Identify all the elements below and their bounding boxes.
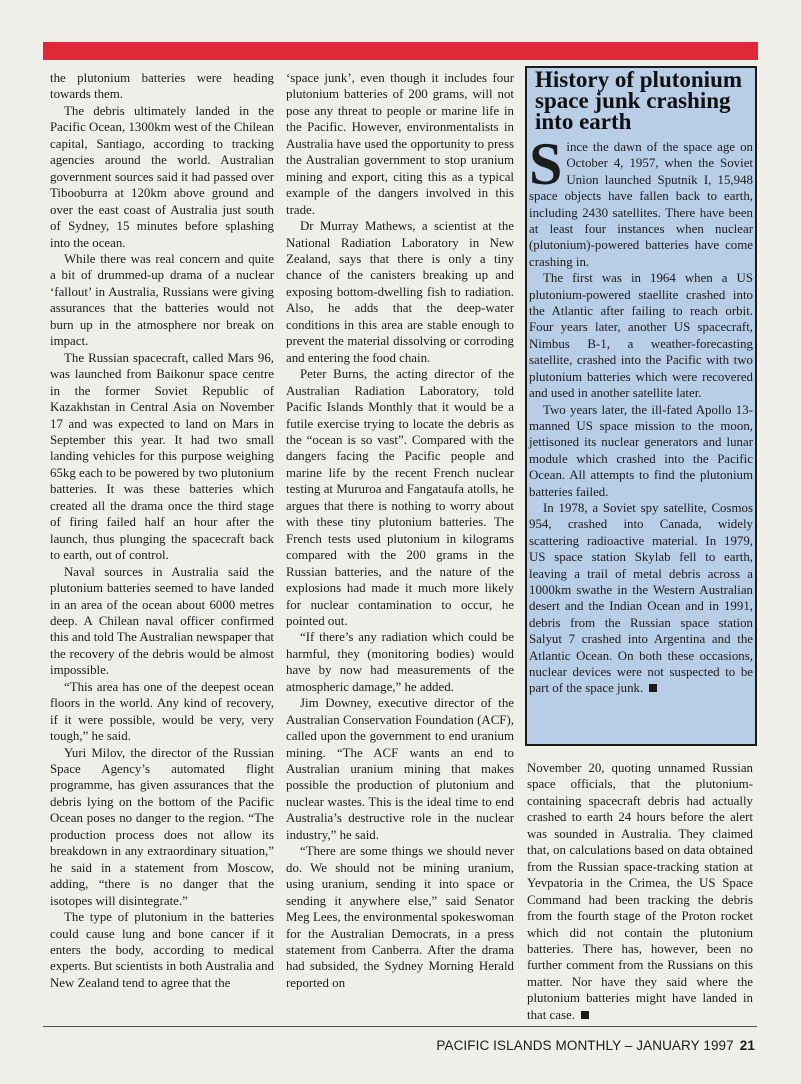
history-sidebar-box — [525, 66, 757, 746]
header-color-bar — [43, 42, 758, 60]
paragraph: “If there’s any radiation which could be harmful, they (monitoring bodies) would have by now had measurements of the atmospheric damage,” he added. — [286, 630, 514, 694]
paragraph: While there was real concern and quite a bit of drummed-up drama of a nuclear ‘fallout’ in Australia, Russians were giving assurances that the batteries would not burn up in the atmosphere nor break on impact. — [50, 251, 274, 349]
paragraph: Naval sources in Australia said the plutonium batteries seemed to have landed in an area of the ocean about 6000 metres deep. A Chilean naval officer confirmed this and told The Australian newspaper that the recovery of the debris would be almost impossible. — [50, 564, 274, 678]
article-column-3 — [527, 760, 753, 1023]
end-mark-icon — [581, 1011, 589, 1019]
article-column-2 — [286, 70, 514, 991]
sidebar-paragraph — [529, 131, 753, 270]
sidebar-title: History of plutonium space junk crashing into earth — [535, 67, 743, 134]
drop-cap: S — [529, 131, 563, 197]
paragraph: the plutonium batteries were heading towards them. — [50, 71, 274, 102]
paragraph-text: November 20, quoting unnamed Russian space officials, that the plutonium-containing spacecraft debris had actually crashed to earth 24 hours before the alert was sounded in Australia. They claimed that, on calculations based on data obtained from the Russian space-tracking station at Yevpatoria in the Crimea, the US Space Command had been tracking the debris from the fourth stage of the Proton rocket which did not contain the plutonium batteries. There has, however, been no further comment from the Russians on this matter. Nor have they said where the plutonium batteries might have landed in that case. — [527, 761, 753, 1022]
sidebar-paragraph: The first was in 1964 when a US plutonium-powered staellite crashed into the Atlantic after failing to reach orbit. Four years later, another US spacecraft, Nimbus B-1, a weather-forecasting satellite, crashed into the Pacific with two plutonium batteries which were recovered and used in another satellite later. — [529, 271, 753, 401]
end-mark-icon — [649, 684, 657, 692]
paragraph: Yuri Milov, the director of the Russian Space Agency’s automated flight programme, has given assurances that the debris lying on the bottom of the Pacific Ocean poses no danger to the region. “The production process does not allow its breakdown in any extraordinary situation,” he said in a statement from Moscow, adding, “there is no danger that the isotopes will disintegrate.” — [50, 745, 274, 908]
sidebar-body — [527, 131, 755, 697]
paragraph: ‘space junk’, even though it includes four plutonium batteries of 200 grams, will not pose any threat to people or marine life in the Pacific. However, environmentalists in Australia have used the opportunity to press the Australian government to stop uranium mining and export, citing this as a typical example of the dangers involved in this trade. — [286, 71, 514, 217]
paragraph — [527, 760, 753, 1023]
sidebar-paragraph-text: In 1978, a Soviet spy satellite, Cosmos 954, crashed into Canada, widely scattering radioactive material. In 1979, US space station Skylab fell to earth, leaving a trail of metal debris across a 1000km swathe in the Western Australian desert and the Indian Ocean and in 1991, debris from the Russian space station Salyut 7 crashed into Argentina and the Atlantic Ocean. On both these occasions, nuclear devices were not suspected to be part of the space junk. — [529, 500, 753, 696]
article-column-1 — [50, 70, 274, 991]
sidebar-paragraph-text: ince the dawn of the space age on October 4, 1957, when the Soviet Union launched Sputnik I, 15,948 space objects have fallen back to earth, including 2430 satellites. There have been at least four instances when nuclear (plutonium)-powered batteries have come crashing in. — [529, 140, 753, 269]
paragraph: The debris ultimately landed in the Pacific Ocean, 1300km west of the Chilean capital, Santiago, according to tracking agencies around the world. Australian government sources said it had passed over Tibooburra at 120km above ground and over the east coast of Australia just south of Sydney, 15 minutes before splashing into the ocean. — [50, 103, 274, 250]
paragraph: Peter Burns, the acting director of the Australian Radiation Laboratory, told Pacific Islands Monthly that it would be a futile exercise trying to locate the debris as the “ocean is so vast”. Compared with the dangers facing the Pacific people and marine life by the recent French nuclear testing at Mururoa and Fangataufa atolls, he argues that there is nothing to worry about with these tiny plutonium batteries. The French tests used plutonium in kilograms compared with the 200 grams in the Russian batteries, and the nature of the explosions had made it much more likely for nuclear contamination to occur, he pointed out. — [286, 367, 514, 628]
paragraph: “There are some things we should never do. We should not be mining uranium, using uranium, sending it into space or sending it anywhere else,” said Senator Meg Lees, the environmental spokeswoman for the Australian Democrats, in a press statement from Canberra. After the drama had subsided, the Sydney Morning Herald reported on — [286, 844, 514, 990]
page-footer — [436, 1038, 755, 1053]
paragraph: “This area has one of the deepest ocean floors in the world. Any kind of recovery, if it were possible, would be very, very tough,” he said. — [50, 679, 274, 744]
paragraph: The type of plutonium in the batteries could cause lung and bone cancer if it enters the body, according to medical experts. But scientists in both Australia and New Zealand tend to agree that the — [50, 910, 274, 990]
page-number: 21 — [739, 1038, 755, 1053]
sidebar-paragraph: Two years later, the ill-fated Apollo 13-manned US space mission to the moon, jettisoned its nuclear generators and lunar module which crashed into the Pacific Ocean. All attempts to find the plutonium batteries failed. — [529, 402, 753, 499]
footer-rule — [43, 1026, 757, 1027]
paragraph: Jim Downey, executive director of the Australian Conservation Foundation (ACF), called upon the government to end uranium mining. “The ACF wants an end to Australian uranium mining that makes possible the production of plutonium and nuclear wastes. This is the ideal time to end Australia’s destructive role in the nuclear industry,” he said. — [286, 696, 514, 842]
publication-line: PACIFIC ISLANDS MONTHLY – JANUARY 1997 — [436, 1038, 734, 1053]
sidebar-paragraph — [529, 500, 753, 697]
paragraph: Dr Murray Mathews, a scientist at the National Radiation Laboratory in New Zealand, says that there is only a tiny chance of the canisters breaking up and exposing bottom-dwelling fish to radiation. Also, he adds that the deep-water conditions in this area are stable enough to prevent the material dissolving or corroding and entering the food chain. — [286, 219, 514, 365]
paragraph: The Russian spacecraft, called Mars 96, was launched from Baikonur space centre in the former Soviet Republic of Kazakhstan in Central Asia on November 17 and was expected to land on Mars in September this year. It had two small landing vehicles for this purpose weighing 65kg each to be powered by two plutonium batteries. It was these batteries which created all the drama once the third stage of firing failed half an hour after the launch, thus plunging the spacecraft back to earth, out of control. — [50, 350, 274, 563]
